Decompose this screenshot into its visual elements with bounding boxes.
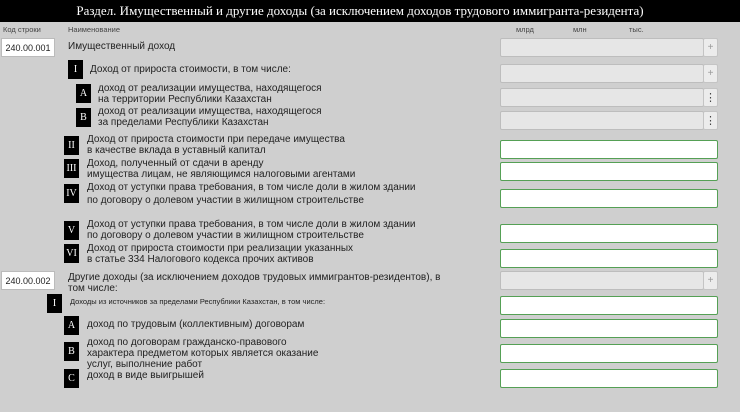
input-employment-contracts[interactable] [500,319,718,338]
row-label-claim-assignment-1: Доход от уступки права требования, в том числе доли в жилом здании по договору о долевом участии в жилищном строительстве [87,182,416,206]
badge-letter-a: A [76,84,91,103]
badge-roman-4: IV [64,184,79,203]
column-header-thousands: тыс. [629,25,644,34]
input-other-assets-art334[interactable] [500,249,718,268]
badge-letter-b-b: B [64,342,79,361]
badge-roman-5: V [64,221,79,240]
kebab-menu-icon[interactable]: ⋮ [703,111,718,130]
badge-letter-c: C [64,369,79,388]
input-claim-assignment-1[interactable] [500,189,718,208]
row-label-civil-contracts: доход по договорам гражданско-правового характера предметом которых является оказание услуг, выполнение работ [87,337,319,370]
row-label-sale-outside-kz: доход от реализации имущества, находящегося за пределами Республики Казахстан [98,106,322,128]
column-header-millions: млн [573,25,587,34]
add-button-capital-gains[interactable]: + [703,64,718,83]
input-property-income [500,38,704,57]
row-label-contribution-charter-capital: Доход от прироста стоимости при передаче имущества в качестве вклада в уставный капитал [87,134,345,156]
badge-letter-a-b: A [64,316,79,335]
input-rental-income[interactable] [500,162,718,181]
row-label-rental-income: Доход, полученный от сдачи в аренду имущества лицам, не являющимся налоговыми агентами [87,158,356,180]
row-label-employment-contracts: доход по трудовым (коллективным) договорам [87,319,305,330]
row-label-other-assets-art334: Доход от прироста стоимости при реализации указанных в статье 334 Налогового кодекса прочих активов [87,243,354,265]
badge-roman-3: III [64,159,79,178]
kebab-menu-icon[interactable]: ⋮ [703,88,718,107]
row-label-foreign-sources: Доходы из источников за пределами Республики Казахстан, в том числе: [70,297,326,306]
section-title: Раздел. Имущественный и другие доходы (за исключением доходов трудового иммигранта-резидента) [76,3,644,18]
column-header-billions: млрд [516,25,534,34]
row-label-property-income: Имущественный доход [68,41,176,52]
badge-roman-6: VI [64,244,79,263]
add-button-other-income[interactable]: + [703,271,718,290]
column-header-name: Наименование [68,25,120,34]
input-foreign-sources[interactable] [500,296,718,315]
row-label-sale-inside-kz: доход от реализации имущества, находящегося на территории Республики Казахстан [98,83,322,105]
badge-roman-1: I [68,60,83,79]
input-capital-gains [500,64,704,83]
input-sale-inside-kz [500,88,704,107]
row-label-other-income: Другие доходы (за исключением доходов трудовых иммигрантов-резидентов), в том числе: [68,272,441,294]
input-claim-assignment-2[interactable] [500,224,718,243]
input-winnings[interactable] [500,369,718,388]
input-other-income [500,271,704,290]
input-civil-contracts[interactable] [500,344,718,363]
badge-roman-1-b: I [47,294,62,313]
row-code-240-00-001: 240.00.001 [1,38,55,57]
column-header-code: Код строки [3,25,41,34]
section-header [0,0,740,22]
row-label-claim-assignment-2: Доход от уступки права требования, в том числе доли в жилом здании по договору о долевом участии в жилищном строительстве [87,219,416,241]
input-contribution-charter-capital[interactable] [500,140,718,159]
badge-letter-b: B [76,108,91,127]
row-label-winnings: доход в виде выигрышей [87,370,204,381]
input-sale-outside-kz [500,111,704,130]
badge-roman-2: II [64,136,79,155]
row-code-240-00-002: 240.00.002 [1,271,55,290]
row-label-capital-gains: Доход от прироста стоимости, в том числе: [90,64,291,75]
add-button-property-income[interactable]: + [703,38,718,57]
